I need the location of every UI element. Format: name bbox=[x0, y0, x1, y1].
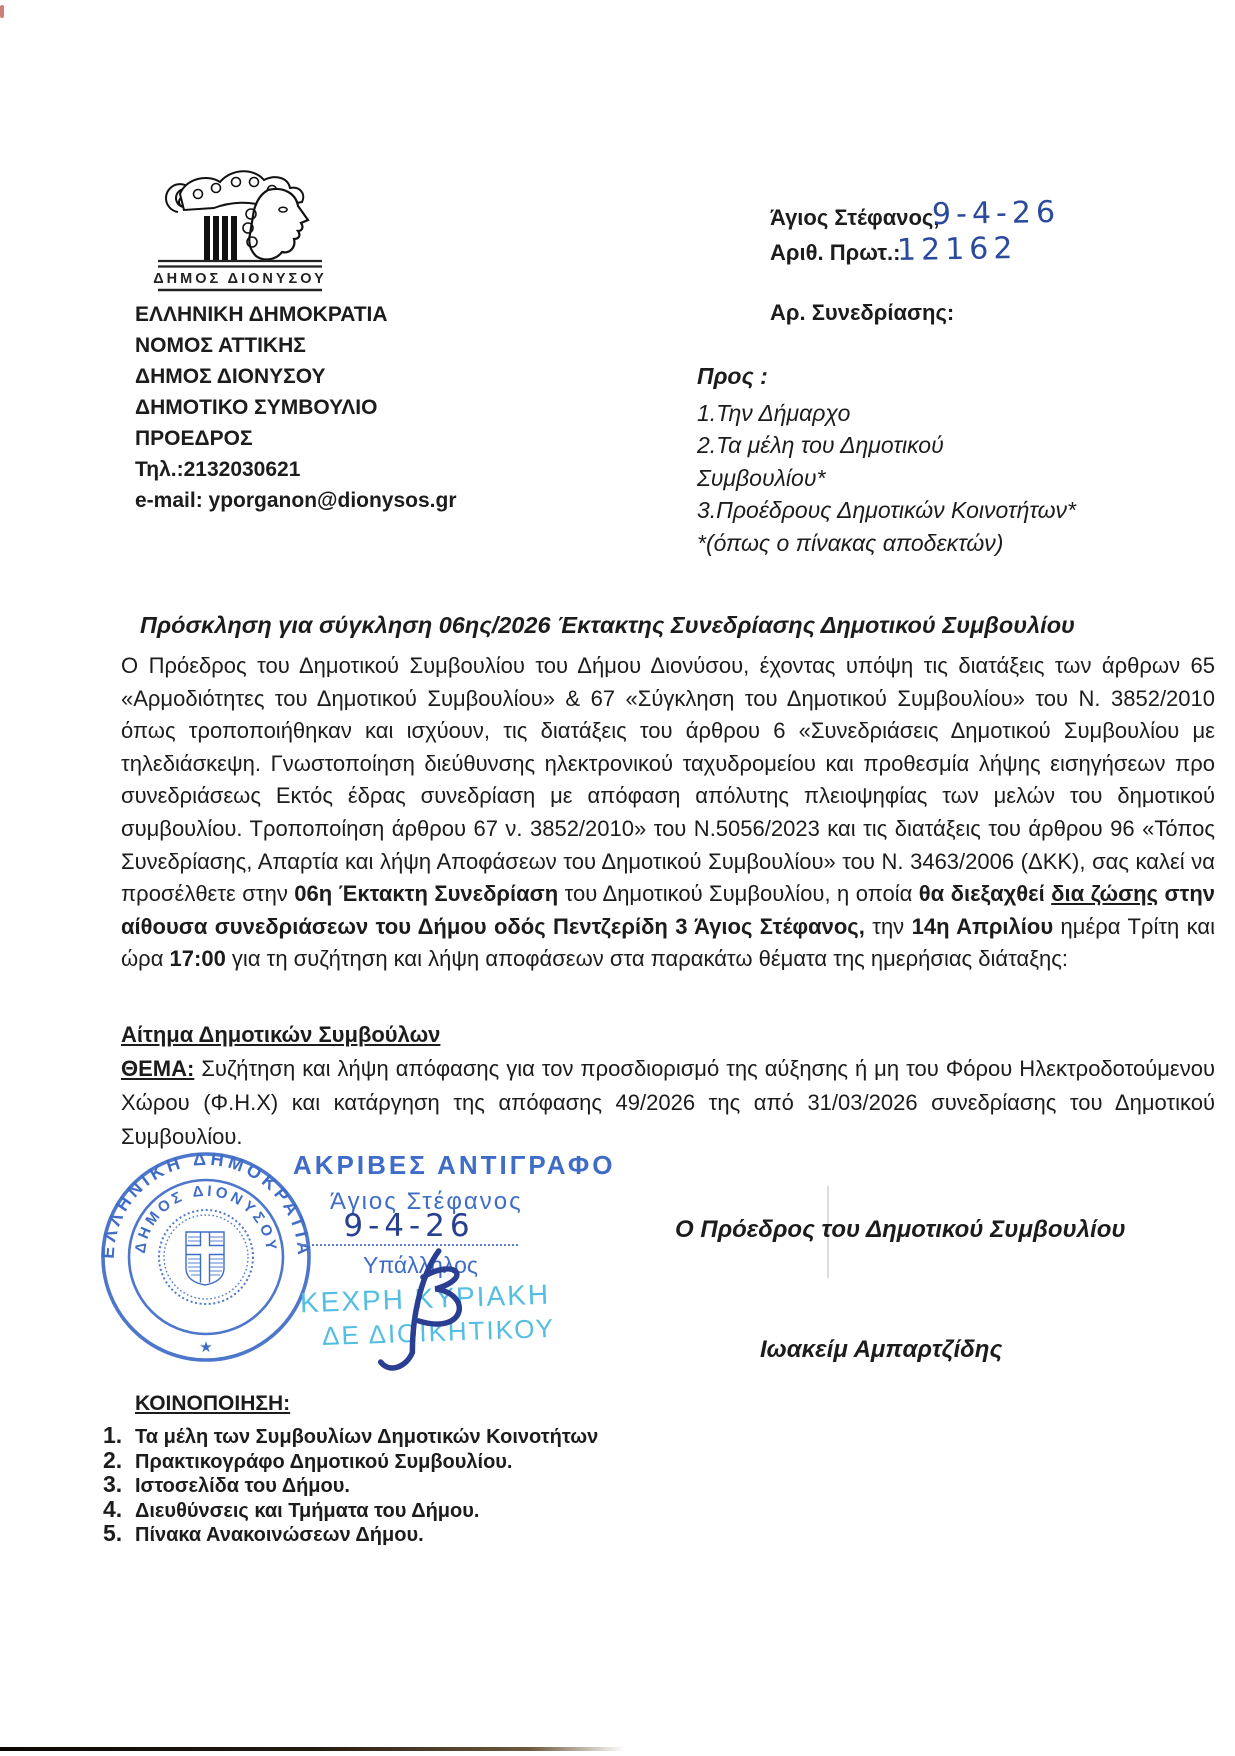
handwritten-date: 9-4-26 bbox=[931, 194, 1061, 233]
body-paragraph: Ο Πρόεδρος του Δημοτικού Συμβουλίου του Δήμου Διονύσου, έχοντας υπόψη τις διατάξεις των άρθρων 65 «Αρμοδιότητες του Δημοτικού Συμβουλίου» & 67 «Σύγκληση του Δημοτικού Συμβουλίου» του Ν. 3852/2010 όπως τροποποιήθηκαν και ισχύουν, τις διατάξεις του άρθρου 6 «Συνεδριάσεις Δημοτικού Συμβουλίου με τηλεδιάσκεψη. Γνωστοποίηση διεύθυνσης ηλεκτρονικού ταχυδρομείου και προθεσμία λήψης εισηγήσεων προ συνεδριάσεως Εκτός έδρας συνεδρίαση με απόφαση απόλυτης πλειοψηφίας των μελών του δημοτικού συμβουλίου. Τροποποίηση άρθρου 67 ν. 3852/2010» του Ν.5056/2023 και τις διατάξεις του άρθρου 96 «Τόπος Συνεδρίασης, Απαρτία και λήψη Αποφάσεων του Δημοτικού Συμβουλίου» του Ν. 3463/2006 (ΔΚΚ), σας καλεί να προσέλθετε στην 06η Έκτακτη Συνεδρίαση του Δημοτικού Συμβουλίου, η οποία θα διεξαχθεί δια ζώσης στην αίθουσα συνεδριάσεων του Δήμου οδός Πεντζερίδη 3 Άγιος Στέφανος, την 14η Απριλίου ημέρα Τρίτη και ώρα 17:00 για τη συζήτηση και λήψη αποφάσεων στα παρακάτω θέματα της ημερήσιας διάταξης: bbox=[121, 653, 1216, 972]
recipients-label: Προς : bbox=[697, 363, 768, 389]
clerk-grade-stamp: ΔΕ ΔΙΟΙΚΗΤΙΚΟΥ bbox=[321, 1312, 556, 1352]
sender-line: ΕΛΛΗΝΙΚΗ ΔΗΜΟΚΡΑΤΙΑ bbox=[135, 303, 388, 326]
municipality-round-stamp-icon bbox=[98, 1140, 314, 1374]
document-title: Πρόσκληση για σύγκληση 06ης/2026 Έκτακτης Συνεδρίασης Δημοτικού Συμβουλίου bbox=[140, 612, 1075, 638]
logo-columns-icon bbox=[204, 216, 237, 261]
item-number: 1. bbox=[103, 1422, 123, 1448]
item-text: Πίνακα Ανακοινώσεων Δήμου. bbox=[135, 1524, 424, 1547]
agenda-heading: Αίτημα Δημοτικών Συμβούλων bbox=[121, 1022, 441, 1047]
stamp-outer-text: ΕΛΛΗΝΙΚΗ ΔΗΜΟΚΡΑΤΙΑ bbox=[98, 1148, 314, 1260]
stamp-inner-text: ΔΗΜΟΣ ΔΙΟΝΥΣΟΥ bbox=[131, 1182, 281, 1255]
scan-artifact-bottom-line bbox=[0, 1747, 625, 1751]
recipient-line: 3.Προέδρους Δημοτικών Κοινοτήτων* bbox=[697, 497, 1076, 523]
distribution-block bbox=[103, 1392, 598, 1545]
recipients-block bbox=[697, 360, 1076, 559]
item-number: 5. bbox=[103, 1520, 123, 1547]
municipality-logo-icon bbox=[150, 150, 340, 298]
distribution-item bbox=[103, 1496, 598, 1521]
recipient-line: 1.Την Δήμαρχο bbox=[697, 399, 851, 426]
clerk-signature-icon bbox=[362, 1231, 492, 1395]
item-number: 4. bbox=[103, 1495, 123, 1522]
distribution-item bbox=[103, 1471, 598, 1496]
certification-place: Άγιος Στέφανος bbox=[330, 1188, 523, 1215]
item-number: 3. bbox=[103, 1471, 123, 1498]
item-text: Πρακτικογράφο Δημοτικού Συμβουλίου. bbox=[135, 1450, 513, 1473]
handwritten-certification-date: 9-4-26 bbox=[343, 1208, 475, 1244]
handwritten-protocol-number: 12162 bbox=[896, 230, 1018, 269]
sender-line: ΔΗΜΟΣ ΔΙΟΝΥΣΟΥ bbox=[135, 365, 326, 388]
item-text: Διευθύνσεις και Τμήματα του Δήμου. bbox=[135, 1499, 480, 1522]
distribution-heading: ΚΟΙΝΟΠΟΙΗΣΗ: bbox=[135, 1392, 291, 1415]
sender-phone: Τηλ.:2132030621 bbox=[135, 458, 301, 481]
agenda-block bbox=[121, 1018, 1215, 1154]
recipient-line: 2.Τα μέλη του Δημοτικού bbox=[697, 432, 944, 458]
clerk-name-stamp: ΚΕΧΡΗ ΚΥΡΙΑΚΗ bbox=[299, 1278, 551, 1319]
logo-label: ΔΗΜΟΣ ΔΙΟΝΥΣΟΥ bbox=[153, 271, 327, 287]
certified-copy-label: ΑΚΡΙΒΕΣ ΑΝΤΙΓΡΑΦΟ bbox=[293, 1150, 616, 1180]
sender-line: ΔΗΜΟΤΙΚΟ ΣΥΜΒΟΥΛΙΟ bbox=[135, 396, 378, 419]
item-text: Ιστοσελίδα του Δήμου. bbox=[135, 1475, 350, 1498]
item-text: Τα μέλη των Συμβουλίων Δημοτικών Κοινοτήτων bbox=[135, 1426, 599, 1448]
recipient-line: Συμβουλίου* bbox=[697, 464, 826, 491]
clerk-title-label: Υπάλληλος bbox=[363, 1252, 478, 1278]
place-date-label: Άγιος Στέφανος, bbox=[770, 205, 940, 230]
topic-paragraph: ΘΕΜΑ: Συζήτηση και λήψη απόφασης για τον προσδιορισμό της αύξησης ή μη του Φόρου Ηλεκτροδοτούμενου Χώρου (Φ.Η.Χ) και κατάργηση της απόφασης 49/2026 της από 31/03/2026 συνεδρίασης του Δημοτικού Συμβουλίου. bbox=[121, 1056, 1215, 1149]
protocol-number-label: Αριθ. Πρωτ.: bbox=[770, 240, 901, 265]
distribution-item bbox=[103, 1520, 598, 1545]
sender-email: e-mail: yporganon@dionysos.gr bbox=[135, 489, 457, 512]
president-name: Ιωακείμ Αμπαρτζίδης bbox=[760, 1336, 1003, 1363]
distribution-item bbox=[103, 1447, 598, 1472]
stamp-star-icon: ★ bbox=[199, 1339, 213, 1356]
recipients-footnote: *(όπως ο πίνακας αποδεκτών) bbox=[697, 529, 1004, 556]
distribution-item bbox=[103, 1422, 598, 1447]
sender-line: ΝΟΜΟΣ ΑΤΤΙΚΗΣ bbox=[135, 334, 306, 357]
stamp-coat-of-arms-icon bbox=[186, 1232, 224, 1285]
sender-line: ΠΡΟΕΔΡΟΣ bbox=[135, 427, 253, 450]
scan-artifact-corner-mark bbox=[0, 5, 4, 18]
sender-block bbox=[135, 299, 457, 516]
president-role-title: Ο Πρόεδρος του Δημοτικού Συμβουλίου bbox=[675, 1216, 1126, 1243]
item-number: 2. bbox=[103, 1446, 123, 1473]
session-number-label: Αρ. Συνεδρίασης: bbox=[770, 300, 955, 325]
